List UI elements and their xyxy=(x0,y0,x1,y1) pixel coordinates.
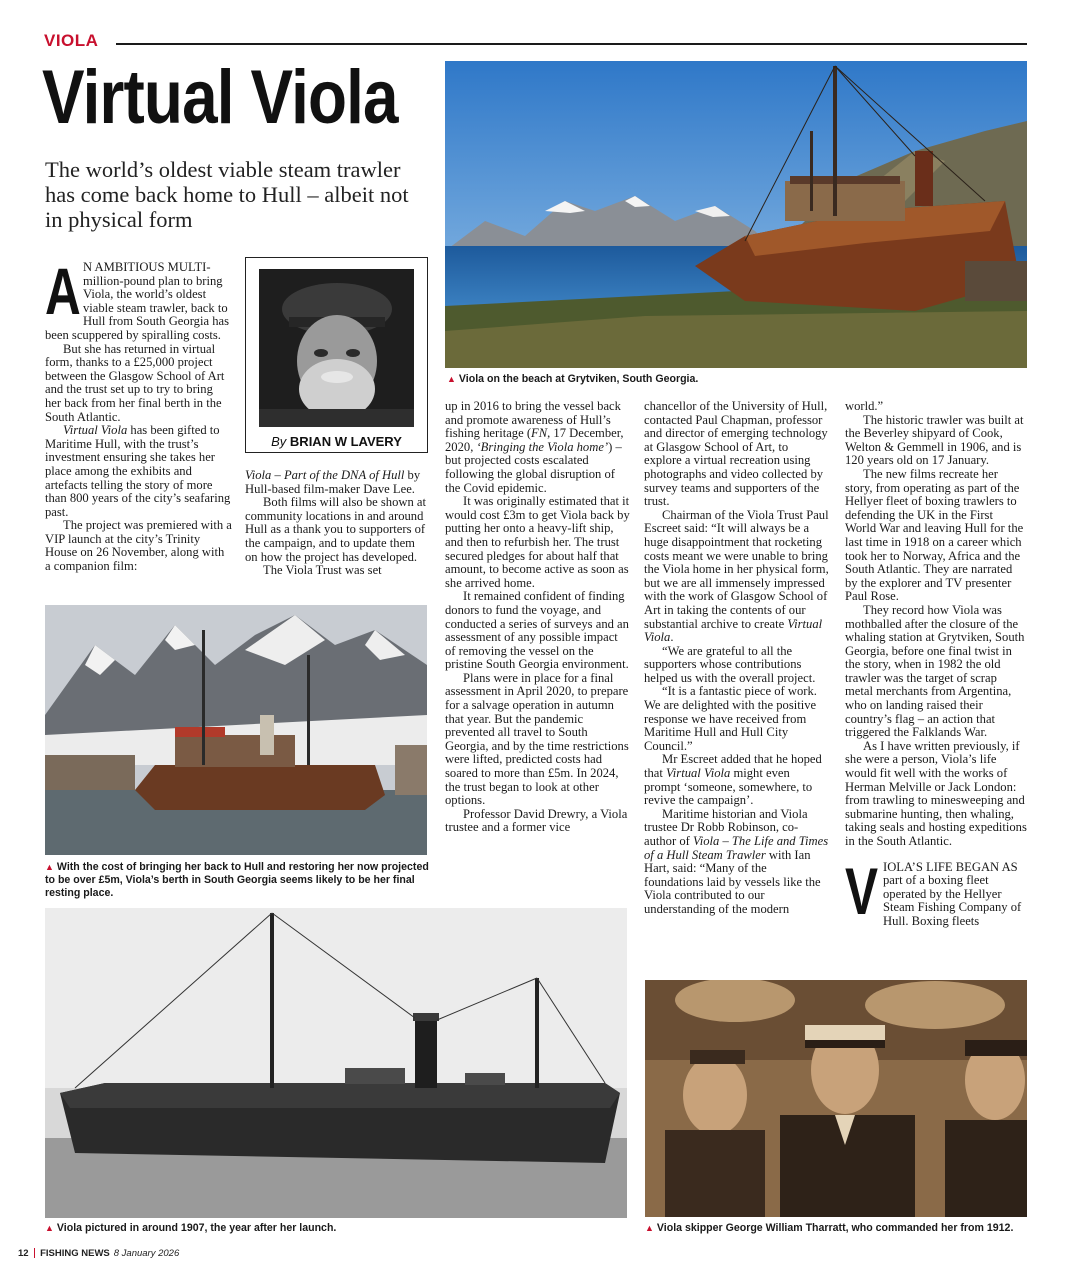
caption-marker-icon: ▲ xyxy=(447,374,456,384)
byline-by: By xyxy=(271,434,287,449)
footer-divider xyxy=(34,1248,36,1258)
viola-1907-image xyxy=(45,908,627,1218)
col5-para-6 xyxy=(845,853,1027,929)
headline: Virtual Viola xyxy=(42,55,398,140)
caption-marker-icon: ▲ xyxy=(645,1223,654,1233)
col3-para-1-em1: FN xyxy=(531,426,548,441)
caption-skipper xyxy=(645,1222,1027,1235)
column-5 xyxy=(845,400,1027,929)
column-1 xyxy=(45,254,232,574)
caption-berth xyxy=(45,861,430,900)
col4-para-6-em: Viola – The Life and Times of a Hull Steam Trawler xyxy=(644,834,829,862)
caption-1907 xyxy=(45,1222,625,1235)
col3-para-1c: ) – but projected costs escalated following the global disruption of the Covid epidemic. xyxy=(445,439,622,495)
caption-marker-icon: ▲ xyxy=(45,862,54,872)
col3-para-5: Professor David Drewry, a Viola trustee and a former vice xyxy=(445,806,628,835)
caption-marker-icon: ▲ xyxy=(45,1223,54,1233)
publication-name: FISHING NEWS xyxy=(40,1248,110,1259)
col5-para-1: world.” xyxy=(845,399,884,413)
col2-para-1-emphasis: Viola – Part of the DNA of Hull xyxy=(245,468,405,482)
photo-1907 xyxy=(45,908,627,1218)
col4-para-2-em: Virtual Viola xyxy=(644,616,823,645)
byline-author: BRIAN W LAVERY xyxy=(289,434,402,449)
photo-grytviken xyxy=(445,61,1027,368)
col3-para-1a: up in 2016 to bring the vessel back and promote awareness of Hull’s fishing heritage ( xyxy=(445,399,621,441)
berth-image xyxy=(45,605,427,855)
standfirst: The world’s oldest viable steam trawler has come back home to Hull – albeit not in physical form xyxy=(45,157,409,232)
col3-para-2: It was originally estimated that it would cost £3m to get Viola back by putting her onto a heavy-lift ship, and then to refurbish her. The trust secured pledges for about half that amount, to become active as soon as she arrived home. xyxy=(445,494,630,590)
photo-skipper xyxy=(645,980,1027,1217)
col1-para-2: But she has returned in virtual form, thanks to a £25,000 project between the Glasgow School of Art and the trust set up to try to bring her back from her final berth in the South Atlantic. xyxy=(45,341,225,424)
caption-berth-text: With the cost of bringing her back to Hull and restoring her now projected to be over £5m, Viola’s berth in South Georgia seems likely to be her final resting place. xyxy=(45,861,429,899)
col5-para-3: The new films recreate her story, from operating as part of the Hellyer fleet of boxing trawlers to defending the UK in the First World War and leaving Hull for the last time in 1918 on a career which took her to Norway, Africa and the South Atlantic. They are narrated by the explorer and TV presenter Paul Rose. xyxy=(845,466,1024,604)
col1-para-4: The project was premiered with a VIP launch at the city’s Trinity House on 26 November, along with a companion film: xyxy=(45,518,232,574)
col4-para-6 xyxy=(644,808,829,917)
caption-1907-text: Viola pictured in around 1907, the year after her launch. xyxy=(56,1222,337,1234)
byline-box xyxy=(245,257,428,453)
col3-para-1b: , 17 December, 2020, xyxy=(445,426,624,454)
col2-para-2: Both films will also be shown at community locations in and around Hull as a thank you to supporters of the campaign, and to update them on how the project has developed. xyxy=(245,495,427,564)
col5-para-6-text: IOLA’S LIFE BEGAN AS part of a boxing fleet operated by the Hellyer Steam Fishing Company of Hull. Boxing fleets xyxy=(883,859,1022,928)
col5-para-2: The historic trawler was built at the Beverley shipyard of Cook, Welton & Gemmell in 1906, and is 120 years old on 17 January. xyxy=(845,412,1024,468)
issue-date: 8 January 2026 xyxy=(113,1248,180,1259)
col4-para-3: “We are grateful to all the supporters whose contributions helped us with the overall project. xyxy=(644,643,816,685)
drop-cap-a: A xyxy=(45,254,81,328)
caption-skipper-text: Viola skipper George William Tharratt, who commanded her from 1912. xyxy=(656,1222,1014,1234)
drop-cap-v: V xyxy=(845,853,879,928)
col4-para-5 xyxy=(644,753,829,807)
col3-para-1-em2: ‘Bringing the Viola home’ xyxy=(476,439,609,454)
col4-para-2b: . xyxy=(670,630,674,645)
column-4 xyxy=(644,400,829,917)
col5-para-5: As I have written previously, if she were a person, Viola’s life would fit well with the works of Herman Melville or Jack London: from trawling to minesweeping and submarine hunting, then whaling, taking seals and hosting expeditions in the South Atlantic. xyxy=(845,738,1027,848)
section-rule xyxy=(116,43,1027,45)
col4-para-4: “It is a fantastic piece of work. We are delighted with the positive response we have received from Maritime Hull and Hull City Council.” xyxy=(644,684,817,753)
section-tag: VIOLA xyxy=(44,31,99,50)
page-footer xyxy=(18,1248,179,1259)
col1-para-3-text: has been gifted to Maritime Hull, with the trust’s investment ensuring she takes her place among the exhibits and artefacts telling the story of more than 800 years of the city’s seafaring past. xyxy=(45,423,231,519)
col3-para-3: It remained confident of finding donors to fund the voyage, and conducted a series of surveys and an assessment of any possible impact of removing the vessel on the pristine South Georgia environment. xyxy=(445,589,629,672)
col1-para-3 xyxy=(45,424,232,519)
caption-grytviken xyxy=(447,373,1022,386)
col3-para-4: Plans were in place for a final assessment in April 2020, to prepare for a salvage operation in autumn that year. But the pandemic prevented all travel to South Georgia, and by the time restrictions were lifted, predicted costs had soared to more than £5m. In 2024, the trust began to look at other options. xyxy=(445,670,629,808)
col4-para-5b: might even prompt ‘someone, somewhere, to revive the campaign’. xyxy=(644,766,813,808)
author-portrait xyxy=(259,269,414,427)
page-number: 12 xyxy=(18,1248,29,1259)
col4-para-5-em: Virtual Viola xyxy=(666,766,731,781)
col2-para-3: The Viola Trust was set xyxy=(263,563,382,578)
col4-para-6a: Maritime historian and Viola trustee Dr Robb Robinson, co-author of xyxy=(644,806,808,848)
byline xyxy=(246,434,427,449)
col4-para-5a: Mr Escreet added that he hoped that xyxy=(644,752,822,781)
col2-para-1 xyxy=(245,469,430,496)
col4-para-1: chancellor of the University of Hull, contacted Paul Chapman, professor and director of emerging technology at Glasgow School of Art, to explore a virtual recreation using photographs and video collected by survey teams and supporters of the trust. xyxy=(644,399,828,509)
skipper-image xyxy=(645,980,1027,1217)
grytviken-image xyxy=(445,61,1027,368)
column-3 xyxy=(445,400,631,835)
col1-para-3-emphasis: Virtual Viola xyxy=(63,423,128,438)
caption-grytviken-text: Viola on the beach at Grytviken, South Georgia. xyxy=(458,373,699,385)
col5-para-4: They record how Viola was mothballed after the closure of the whaling station at Grytviken, South Georgia, before one final twist in the story, when in 1982 the old trawler was the target of scrap metal merchants from Argentina, who on landing raised their country’s flag – an action that triggered the Falklands War. xyxy=(845,602,1025,740)
photo-berth xyxy=(45,605,427,855)
col1-para-1: N AMBITIOUS MULTI-million-pound plan to bring Viola, the world’s oldest viable steam trawler, back to Hull from South Georgia has been scuppered by spiralling costs. xyxy=(45,260,229,342)
col4-para-2 xyxy=(644,509,829,645)
author-portrait-image xyxy=(259,269,414,427)
col3-para-1 xyxy=(445,400,631,495)
col4-para-2a: Chairman of the Viola Trust Paul Escreet said: “It will always be a huge disappointment that rocketing costs meant we were unable to bring the Viola home in her physical form, but we are all immensely impressed with the work of Glasgow School of Art in taking the contents of our substantial archive to create xyxy=(644,507,829,631)
col4-para-6b: with Ian Hart, said: “Many of the foundations laid by vessels like the Viola contributed to our understanding of the modern xyxy=(644,847,821,916)
column-2 xyxy=(245,469,430,578)
col2-para-1-text: by Hull-based film-maker Dave Lee. xyxy=(245,468,421,496)
